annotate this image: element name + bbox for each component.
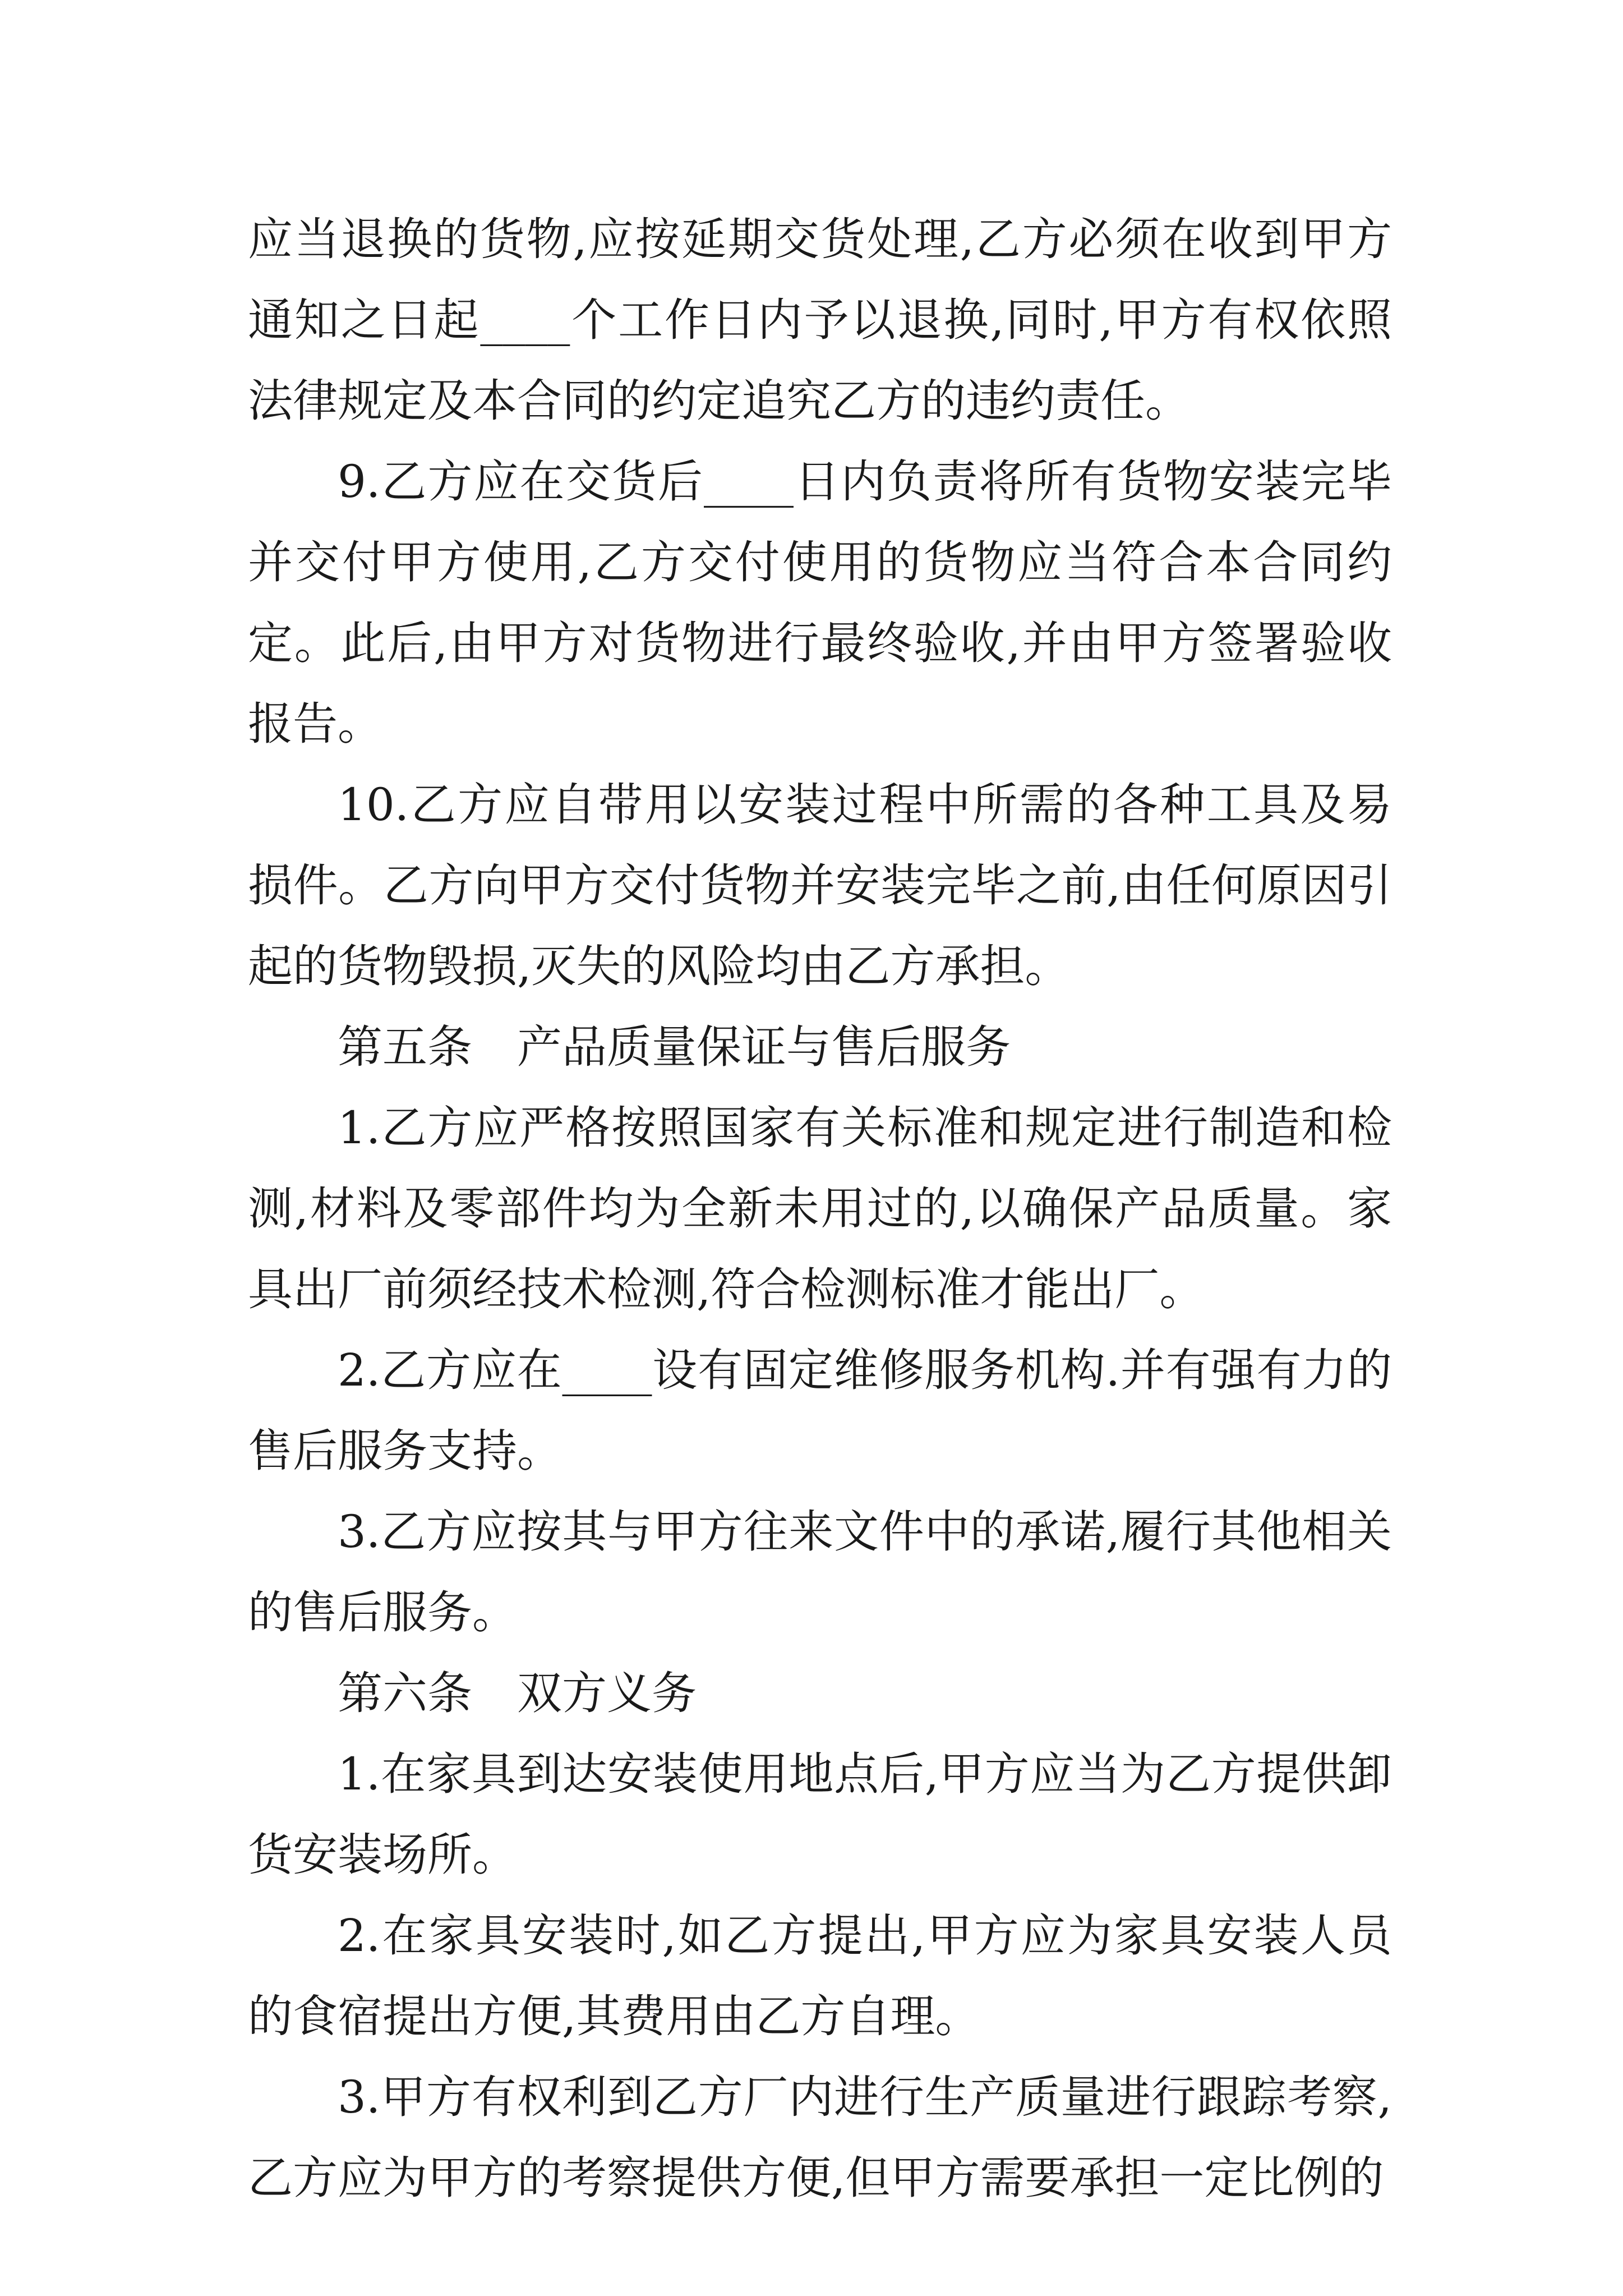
paragraph: 3.乙方应按其与甲方往来文件中的承诺,履行其他相关的售后服务。: [248, 1506, 1392, 1639]
paragraph: 9.乙方应在交货后____日内负责将所有货物安装完毕并交付甲方使用,乙方交付使用的货物应当符合本合同约定。此后,由甲方对货物进行最终验收,并由甲方签署验收报告。: [248, 455, 1392, 750]
document-body: [248, 199, 1392, 2219]
paragraph: 10.乙方应自带用以安装过程中所需的各种工具及易损件。乙方向甲方交付货物并安装完毕之前,由任何原因引起的货物毁损,灭失的风险均由乙方承担。: [248, 779, 1392, 992]
section-heading: 第五条 产品质量保证与售后服务: [338, 1021, 1011, 1073]
paragraph: 1.乙方应严格按照国家有关标准和规定进行制造和检测,材料及零部件均为全新未用过的,以确保产品质量。家具出厂前须经技术检测,符合检测标准才能出厂。: [248, 1102, 1392, 1315]
paragraph: 2.在家具安装时,如乙方提出,甲方应为家具安装人员的食宿提出方便,其费用由乙方自理。: [248, 1910, 1392, 2042]
paragraph: 应当退换的货物,应按延期交货处理,乙方必须在收到甲方通知之日起____个工作日内予以退换,同时,甲方有权依照法律规定及本合同的约定追究乙方的违约责任。: [248, 213, 1392, 427]
paragraph: 1.在家具到达安装使用地点后,甲方应当为乙方提供卸货安装场所。: [248, 1748, 1392, 1881]
paragraph: 2.乙方应在____设有固定维修服务机构.并有强有力的售后服务支持。: [248, 1344, 1392, 1477]
paragraph: 3.甲方有权利到乙方厂内进行生产质量进行跟踪考察,乙方应为甲方的考察提供方便,但甲方需要承担一定比例的: [248, 2071, 1392, 2204]
section-heading: 第六条 双方义务: [338, 1667, 697, 1719]
